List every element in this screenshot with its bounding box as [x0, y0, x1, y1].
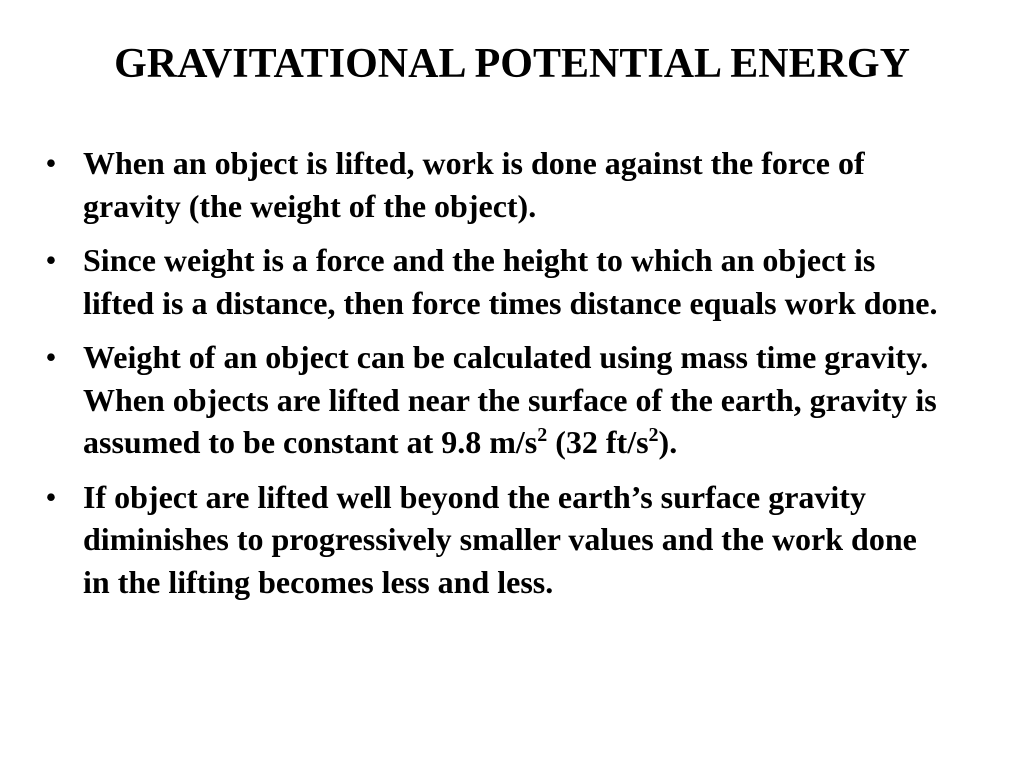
bullet-icon: • — [45, 145, 57, 181]
bullet-text: Since weight is a force and the height to which an object is lifted is a distance, then force times distance equals work done. — [83, 242, 938, 321]
bullet-text: If object are lifted well beyond the earth’s surface gravity diminishes to progressively smaller values and the work done in the lifting becomes less and less. — [83, 478, 917, 600]
bullet-text-segment: ). — [658, 424, 678, 460]
slide-title: GRAVITATIONAL POTENTIAL ENERGY — [114, 41, 910, 87]
exponent-2: 2 — [648, 424, 659, 446]
bullet-text-segment: Weight of an object can be calculated using mass time gravity. When objects are lifted near the surface of the earth, gravity is assumed to be constant at 9.8 m/s — [83, 339, 937, 460]
bullet-item — [41, 476, 941, 604]
bullet-text: When an object is lifted, work is done against the force of gravity (the weight of the object). — [83, 145, 865, 224]
exponent-2: 2 — [537, 424, 548, 446]
bullet-text-segment: (32 ft/s — [547, 424, 649, 460]
bullet-item — [41, 239, 941, 324]
bullet-icon: • — [45, 242, 57, 278]
bullet-item — [41, 336, 941, 464]
bullet-item — [41, 142, 941, 227]
bullet-icon: • — [45, 478, 57, 515]
bullet-icon: • — [45, 339, 57, 375]
bullet-text — [83, 339, 937, 460]
bullet-list — [41, 142, 941, 615]
